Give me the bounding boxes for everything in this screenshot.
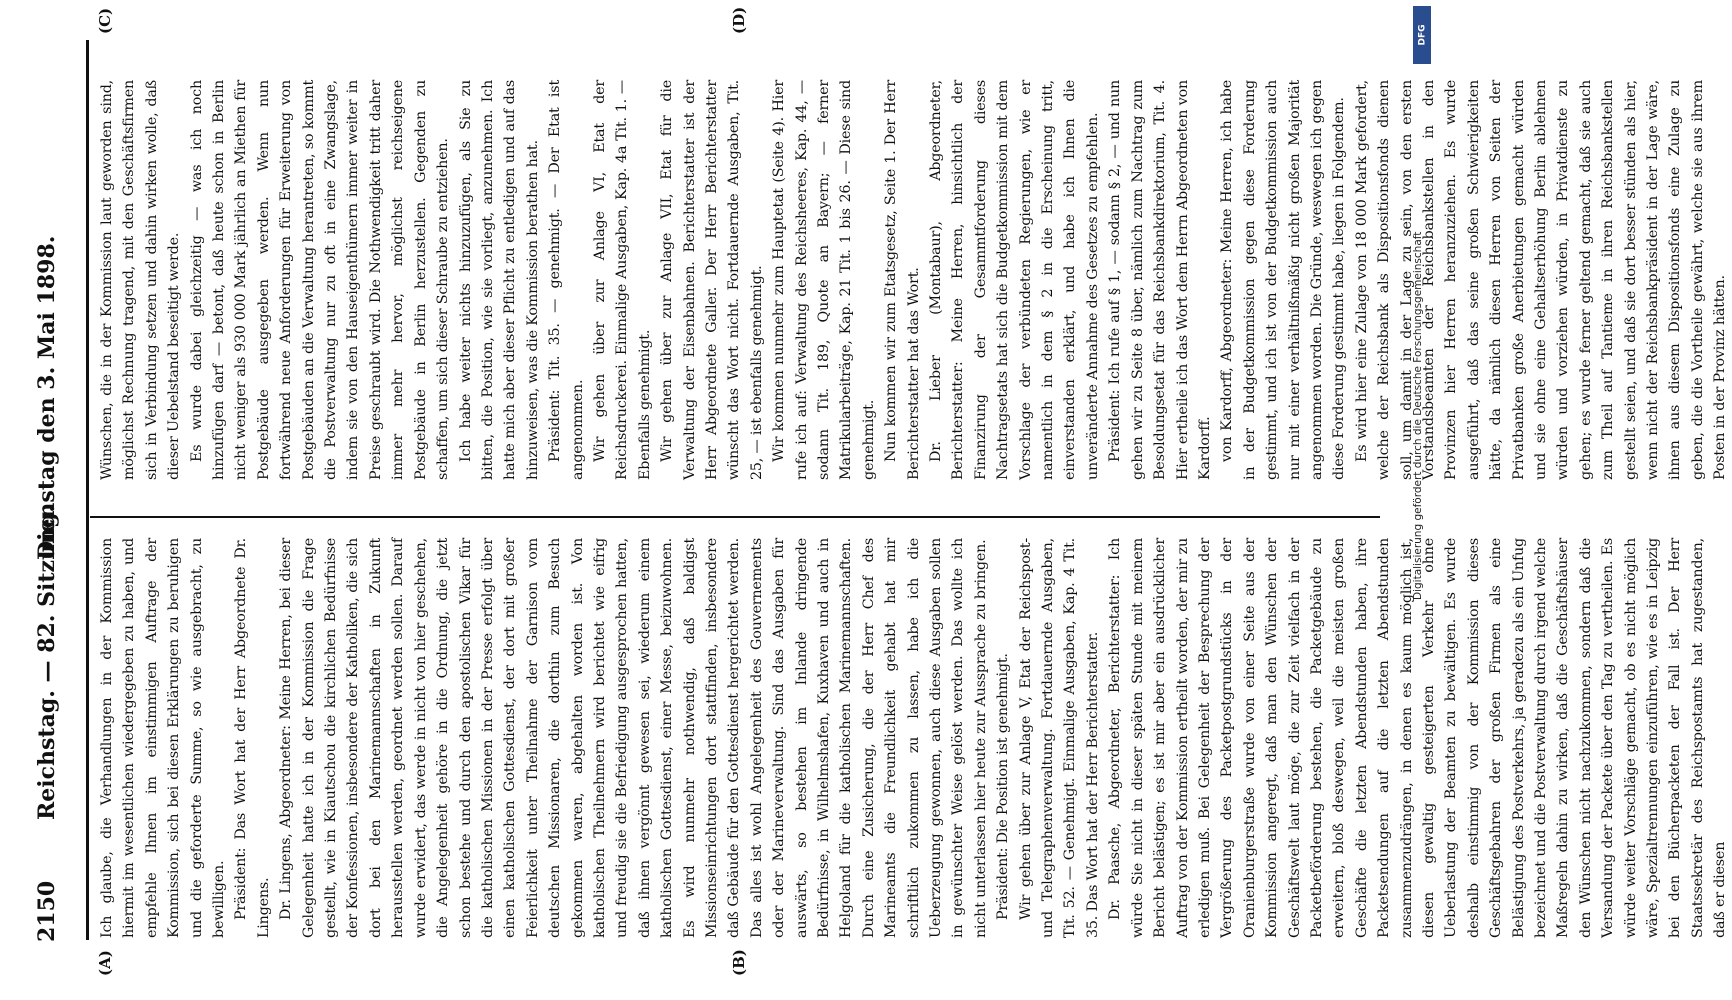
paragraph: Ich habe weiter nichts hinzuzufügen, als Sie zu bitten, die Position, wie sie vorliegt, anzunehmen. Ich hatte mich aber dieser Pflicht zu entledigen und auf das hinzuweisen, was die Kommission berathen hat. bbox=[457, 80, 541, 480]
header-left-title: Reichstag. — 82. Sitzung. bbox=[34, 504, 60, 820]
paragraph: Es wird hier eine Zulage von 18 000 Mark gefordert, welche der Reichsbank als Dispositionsfonds dienen soll, um damit in der Lage zu sein, von den ersten Vorstandsbeamten der Reichsbankstellen in den Provinzen hier Herren heranzuziehen. Es wurde ausgeführt, daß das seine großen Schwierigkeiten hätte, da nämlich diesen Herren von Seiten der Privatbanken große Anerbietungen gemacht würden und sie ohne eine Gehaltserhöhung Berlin ablehnen würden und vorziehen würden, in Privatdienste zu gehen; es wurde ferner geltend gemacht, daß sie auch zum Theil auf Tantieme in ihren Reichsbankstellen gestellt seien, und daß sie dort besser stünden als hier, wenn nicht der Reichsbankpräsident in der Lage wäre, ihnen aus diesem Dispositionsfonds eine Zulage zu geben, die die Vortheile gewährt, welche sie aus ihrem Posten in der Provinz hätten. bbox=[1353, 80, 1729, 480]
paragraph: Präsident: Die Position ist genehmigt. bbox=[995, 653, 1012, 920]
paragraph: Wir gehen über zur Anlage VI, Etat der Reichsdruckerei. Einmalige Ausgaben, Kap. 4a Tit. 1. — Ebenfalls genehmigt. bbox=[591, 80, 653, 480]
right-column bbox=[96, 80, 1732, 480]
paragraph: Wir kommen nunmehr zum Hauptetat (Seite 4). Hier rufe ich auf: Verwaltung des Reichsheeres, Kap. 44, — sodann Tit. 189, Quote an Bayern; — ferner Matrikularbeiträge, Kap. 21 Tit. 1 bis 26. — Diese sind genehmigt. bbox=[771, 80, 877, 480]
paragraph: Dr. Lingens, Abgeordneter: Meine Herren, bei dieser Gelegenheit hatte ich in der Kommission die Frage gestellt, wie in Kiautschou die kirchlichen Bedürfnisse der Konfessionen, insbesondere der Katholiken, die sich dort bei den Marinemannschaften in Zukunft herausstellen werden, geordnet werden sollen. Darauf wurde erwidert, das werde in nicht von hier geschehen, die Angelegenheit gehöre in die Ordnung, die jetzt schon bestehe und durch den apostolischen Vikar für die katholischen Missionen in der Presse erfolgt über einen katholischen Gottesdienst, der dort mit großer Feierlichkeit unter Theilnahme der Garnison vom deutschen Missionaren, die dorthin zum Besuch gekommen waren, abgehalten worden ist. Von katholischen Theilnehmern wird berichtet wie eifrig und freudig sie die Befriedigung ausgesprochen hatten, daß ihnen vergönnt gewesen sei, wiederum einem katholischen Gottesdienst, einer Messe, beizuwohnen. Es wird nunmehr nothwendig, daß baldigst Missionseinrichtungen dort stattfinden, insbesondere daß Gebäude für den Gottesdienst hergerichtet werden. Das alles ist wohl Angelegenheit des Gouvernements oder der Marineverwaltung. Sind das Ausgaben für auswärts, so bestehen im Inlande dringende Bedürfnisse, in Wilhelmshafen, Kuxhaven und auch in Helgoland für die katholischen Marinemannschaften. Durch eine Zusicherung, die der Herr Chef des Marineamts die Freundlichkeit gehabt hat mir schriftlich zukommen zu lassen, habe ich die Ueberzeugung gewonnen, auch diese Ausgaben sollen in gewünschter Weise gelöst werden. Das wollte ich nicht unterlassen hier heute zur Aussprache zu bringen. bbox=[278, 538, 989, 938]
paragraph: Präsident: Ich rufe auf § 1, — sodann § 2, — und nun gehen wir zu Seite 8 über, nämlich zum Nachtrag zum Besoldungsetat für das Reichsbankdirektorium, Tit. 4. Hier ertheile ich das Wort dem Herrn Abgeordneten von Kardorff. bbox=[1107, 80, 1213, 480]
paragraph: Ich glaube, die Verhandlungen in der Kommission hiermit im wesentlichen wiedergegeben zu haben, und empfehle Ihnen im einstimmigen Auftrage der Kommission, sich bei diesen Erklärungen zu beruhigen und die geforderte Summe, so wie ausgebracht, zu bewilligen. bbox=[99, 538, 228, 938]
paragraph: Präsident: Das Wort hat der Herr Abgeordnete Dr. Lingens. bbox=[233, 538, 272, 938]
paragraph: Dr. Lieber (Montabaur), Abgeordneter, Berichterstatter: Meine Herren, hinsichtlich der Finanzirung der Gesammtforderung dieses Nachtragsetats hat sich die Budgetkommission mit dem Vorschlage der verbündeten Regierungen, wie er namentlich in dem § 2 in die Erscheinung tritt, einverstanden erklärt, und habe ich Ihnen die unveränderte Annahme des Gesetzes zu empfehlen. bbox=[928, 80, 1101, 480]
header-right-title: Dienstag den 3. Mai 1898. bbox=[34, 235, 60, 560]
margin-mark-a: (A) bbox=[96, 950, 114, 976]
header-rule bbox=[86, 40, 89, 940]
margin-mark-c: (C) bbox=[96, 7, 114, 34]
column-divider bbox=[90, 516, 1380, 518]
dfg-logo-text: DFG bbox=[1417, 24, 1428, 46]
paragraph: Präsident: Tit. 35. — genehmigt. — Der Etat ist angenommen. bbox=[547, 80, 586, 480]
paragraph: Wir gehen über zur Anlage V, Etat der Reichspost- und Telegraphenverwaltung. Fortdauernde Ausgaben, Tit. 52. — Genehmigt. Einmalige Ausgaben, Kap. 4 Tit. 35. Das Wort hat der Herr Berichterstatter. bbox=[1017, 538, 1101, 938]
paragraph: von Kardorff, Abgeordneter: Meine Herren, ich habe in der Budgetkommission gegen diese Forderung gestimmt, und ich ist von der Budgetkommission auch nur mit einer verhältnißmäßig nicht großen Majorität angenommen worden. Die Gründe, weswegen ich gegen diese Forderung gestimmt habe, liegen in Folgendem. bbox=[1219, 80, 1348, 480]
margin-mark-d: (D) bbox=[730, 6, 748, 34]
paragraph: Nun kommen wir zum Etatsgesetz, Seite 1. Der Herr Berichterstatter hat das Wort. bbox=[883, 80, 922, 480]
paragraph: Wir gehen über zur Anlage VII, Etat für die Verwaltung der Eisenbahnen. Berichterstatter ist der Herr Abgeordnete Galler. Der Herr Berichterstatter wünscht das Wort nicht. Fortdauernde Ausgaben, Tit. 25, — ist ebenfalls genehmigt. bbox=[659, 80, 765, 480]
page-number: 2150 bbox=[34, 880, 60, 942]
dfg-logo bbox=[1413, 6, 1431, 64]
margin-mark-b: (B) bbox=[730, 949, 748, 976]
paragraph: Wünschen, die in der Kommission laut geworden sind, möglichst Rechnung tragend, mit den Geschäftsfirmen sich in Verbindung setzen und dahin wirken wolle, daß dieser Uebelstand beseitigt werde. bbox=[99, 80, 183, 480]
left-column bbox=[96, 538, 1732, 938]
paragraph: Es wurde dabei gleichzeitig — was ich noch hinzufügen darf — betont, daß heute schon in Berlin nicht weniger als 930 000 Mark jährlich an Miethen für Postgebäude ausgegeben werden. Wenn nun fortwährend neue Anforderungen für Erweiterung von Postgebäuden an die Verwaltung herantreten, so kommt die Postverwaltung nur zu oft in eine Zwangslage, indem sie von den Hauseigenthümern immer weiter in Preise geschraubt wird. Die Nothwendigkeit tritt daher immer mehr hervor, möglichst reichseigene Postgebäude in Berlin herzustellen. Gegenden zu schaffen, um sich dieser Schraube zu entziehen. bbox=[188, 80, 452, 480]
dfg-credit: Digitalisierung gefördert durch die Deutsche Forschungsgemeinschaft bbox=[1412, 231, 1424, 600]
paragraph: Dr. Paasche, Abgeordneter, Berichterstatter: Ich würde Sie nicht in dieser späten Stunde mit meinem Bericht belästigen; es ist mir aber ein ausdrücklicher Auftrag von der Kommission ertheilt worden, der mir zu erledigen muß. Bei Gelegenheit der Besprechung der Vergrößerung des Packetpostgrundstücks in der Oranienburgerstraße wurde von einer Seite aus der Kommission angeregt, daß man den Wünschen der Geschäftswelt laut möge, die zur Zeit vielfach in der Packetbeförderung bestehen, die Packetgebäude zu erweitern, bloß deswegen, weil die meisten großen Geschäfte die letzten Abendstunden haben, ihre Packetsendungen auf die letzten Abendstunden zusammenzudrängen, in denen es kaum möglich ist, diesen gewaltig gesteigerten Verkehr ohne Ueberlastung der Beamten zu bewältigen. Es wurde deshalb einstimmig von der Kommission dieses Geschäftsgebahren der großen Firmen als eine Belästigung des Postverkehrs, ja geradezu als ein Unfug bezeichnet und die Postverwaltung durch irgend welche Maßregeln dahin zu wirken, daß die Geschäftshäuser den Wünschen nicht nachzukommen, sondern daß die Versandung der Packete über den Tag zu vertheilen. Es würde weiter Vorschläge gemacht, ob es nicht möglich wäre, Spezialtrennungen einzuführen, wie es in Leipzig bei den Bücherpacketen der Fall ist. Der Herr Staatssekretär des Reichspostamts hat zugestanden, daß er diesen bbox=[1107, 538, 1729, 938]
